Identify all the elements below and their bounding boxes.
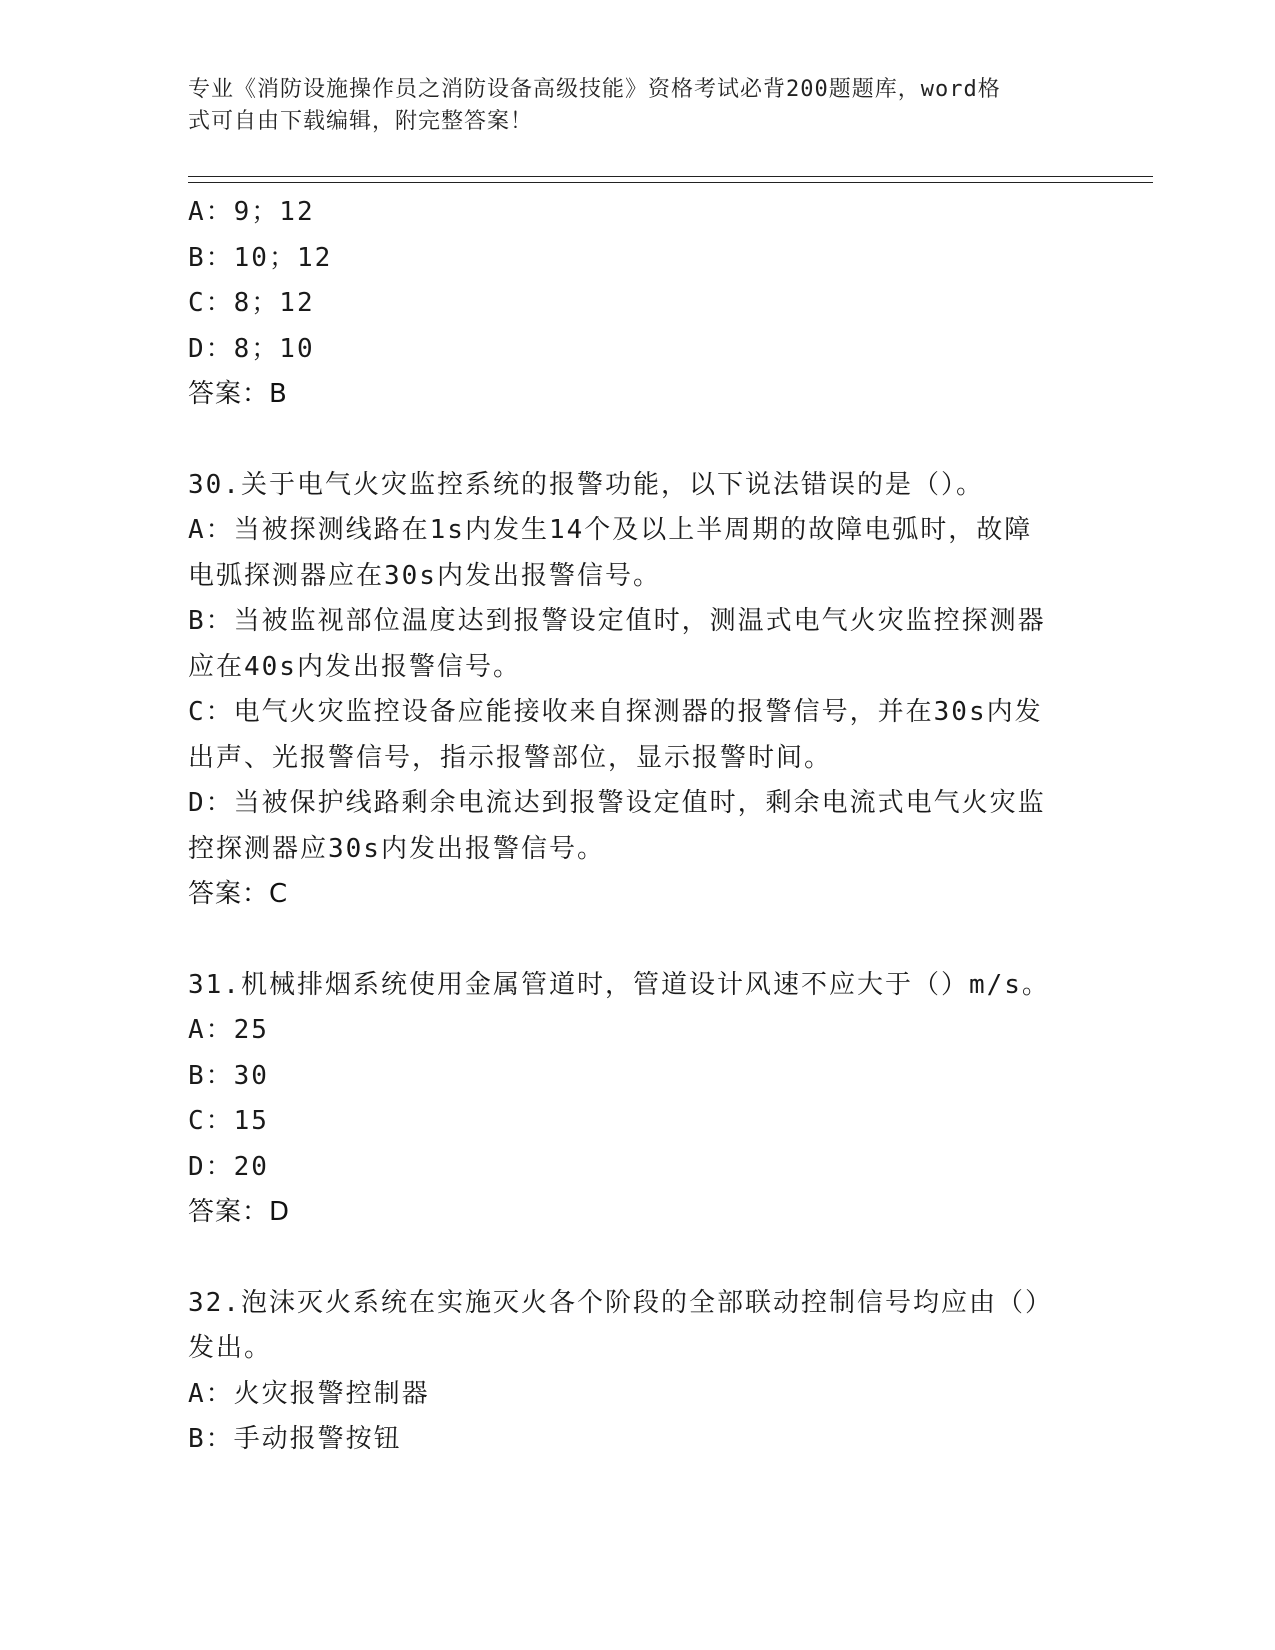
option-c: C：15 xyxy=(188,1106,269,1136)
option-a-line-1: A：当被探测线路在1s内发生14个及以上半周期的故障电弧时，故障 xyxy=(188,515,1033,545)
option-a xyxy=(188,508,1088,599)
option-a: A：火灾报警控制器 xyxy=(188,1378,430,1409)
question-list xyxy=(188,190,1088,1463)
option-d: D：20 xyxy=(188,1151,269,1182)
question-stem-line-1: 32.泡沫灭火系统在实施灭火各个阶段的全部联动控制信号均应由（） xyxy=(188,1287,1053,1318)
question-stem: 31.机械排烟系统使用金属管道时，管道设计风速不应大于（）m/s。 xyxy=(188,969,1050,1000)
option-b-line-1: B：当被监视部位温度达到报警设定值时，测温式电气火灾监控探测器 xyxy=(188,606,1046,636)
question-31 xyxy=(188,963,1088,1236)
option-b-line-2: 应在40s内发出报警信号。 xyxy=(188,651,521,682)
option-c: C：8；12 xyxy=(188,288,315,318)
option-b: B：30 xyxy=(188,1060,269,1091)
option-a: A：25 xyxy=(188,1015,269,1045)
option-a: A：9；12 xyxy=(188,197,315,227)
option-c xyxy=(188,690,1088,781)
answer-line: 答案：B xyxy=(188,379,288,409)
header-line-1: 专业《消防设施操作员之消防设备高级技能》资格考试必背200题题库，word格 xyxy=(188,77,1001,102)
option-b: B：10；12 xyxy=(188,242,333,273)
question-stem-line-2: 发出。 xyxy=(188,1333,273,1363)
document-header xyxy=(188,74,1068,138)
option-a-line-2: 电弧探测器应在30s内发出报警信号。 xyxy=(188,560,661,591)
option-b: B：手动报警按钮 xyxy=(188,1424,402,1454)
question-29 xyxy=(188,190,1088,418)
header-line-2: 式可自由下载编辑，附完整答案！ xyxy=(188,109,534,134)
question-30 xyxy=(188,463,1088,918)
option-c-line-2: 出声、光报警信号，指示报警部位，显示报警时间。 xyxy=(188,742,833,773)
header-double-rule xyxy=(188,176,1153,183)
option-d-line-1: D：当被保护线路剩余电流达到报警设定值时，剩余电流式电气火灾监 xyxy=(188,788,1046,818)
answer-line: 答案：C xyxy=(188,879,289,909)
option-d-line-2: 控探测器应30s内发出报警信号。 xyxy=(188,833,605,864)
option-d: D：8；10 xyxy=(188,333,315,364)
answer-line: 答案：D xyxy=(188,1197,291,1227)
question-stem: 30.关于电气火灾监控系统的报警功能，以下说法错误的是（）。 xyxy=(188,469,984,500)
option-d xyxy=(188,781,1088,872)
option-b xyxy=(188,599,1088,690)
question-32 xyxy=(188,1281,1088,1463)
option-c-line-1: C：电气火灾监控设备应能接收来自探测器的报警信号，并在30s内发 xyxy=(188,697,1043,727)
